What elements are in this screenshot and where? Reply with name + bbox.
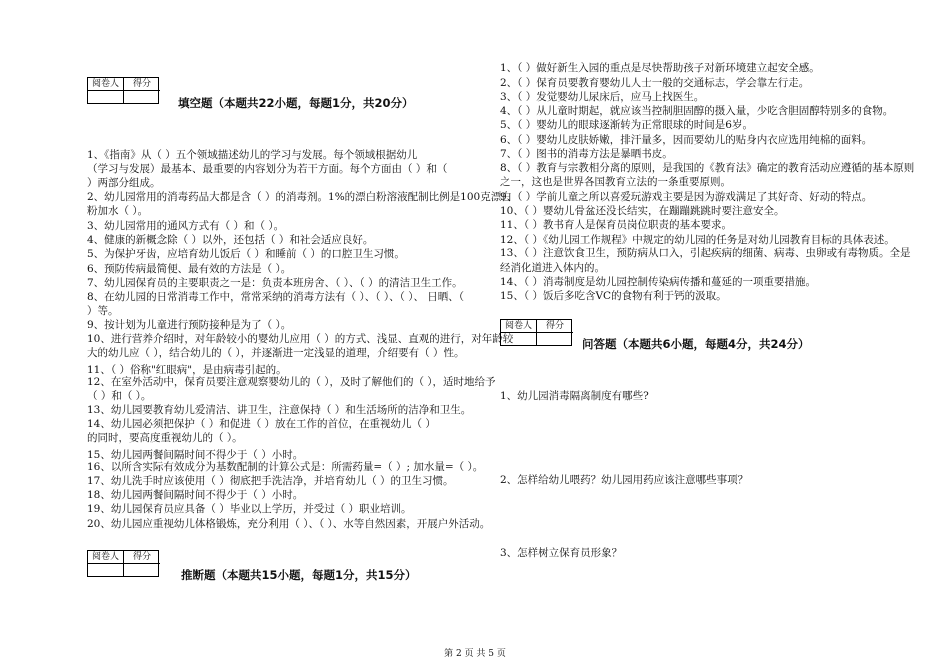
fill-blank-line: 粉加水（ ）。 [87, 205, 149, 217]
fill-blank-line: （学习与发展）最基本、最重要的内容划分为若干方面。每个方面由（ ）和（ [87, 163, 448, 175]
score-label: 得分 [537, 320, 573, 333]
judge-line: 13、（ ）注意饮食卫生，预防病从口入，引起疾病的细菌、病毒、虫卵或有毒物质。全是 [500, 247, 911, 259]
reviewer-cell [501, 333, 537, 346]
fill-blank-title: 填空题（本题共22小题，每题1分，共20分） [178, 96, 414, 110]
fill-blank-line: （ ）和（ ）。 [87, 390, 152, 402]
fill-blank-line: 18、幼儿园两餐间隔时间不得少于（ ）小时。 [87, 489, 304, 501]
fill-blank-line: 8、在幼儿园的日常消毒工作中，常常采纳的消毒方法有（ ）、（ ）、（ ）、 日晒、（ [87, 291, 465, 303]
reviewer-cell [88, 91, 124, 104]
fill-blank-line: 13、幼儿园要教育幼儿爱清洁、讲卫生，注意保持（ ）和生活场所的洁净和卫生。 [87, 404, 472, 416]
qa-question-1: 1、幼儿园消毒隔离制度有哪些? [500, 390, 649, 402]
judge-line: 14、（ ）消毒制度是幼儿园控制传染病传播和蔓延的一项重要措施。 [500, 276, 816, 288]
judge-line: 6、（ ）婴幼儿皮肤娇嫩，排汗量多，因而要幼儿的贴身内衣应选用纯棉的面料。 [500, 134, 873, 146]
reviewer-label: 阅卷人 [501, 320, 537, 333]
score-label: 得分 [124, 551, 160, 564]
judge-line: 之一，这也是世界各国教育立法的一条重要原则。 [500, 176, 731, 188]
judge-line: 10、（ ）婴幼儿骨盆还没长结实，在蹦蹦跳跳时要注意安全。 [500, 205, 785, 217]
score-cell [124, 91, 160, 104]
fill-blank-line: 4、健康的新概念除（ ）以外，还包括（ ）和社会适应良好。 [87, 234, 374, 246]
fill-blank-line: 7、幼儿园保育员的主要职责之一是：负责本班房舍、（ ）、（ ）的清洁卫生工作。 [87, 277, 463, 289]
judge-line: 3、（ ）发觉婴幼儿尿床后，应马上找医生。 [500, 91, 705, 103]
fill-blank-line: 1、《指南》从（ ）五个领域描述幼儿的学习与发展。每个领域根据幼儿 [87, 149, 418, 161]
judge-line: 2、（ ）保育员要教育婴幼儿人士一般的交通标志，学会靠左行走。 [500, 77, 810, 89]
score-box-qa [500, 319, 572, 346]
judge-line: 1、（ ）做好新生入园的重点是尽快帮助孩子对新环境建立起安全感。 [500, 62, 820, 74]
fill-blank-line: 20、幼儿园应重视幼儿体格锻炼，充分利用（ ）、（ ）、水等自然因素，开展户外活动。 [87, 518, 491, 530]
fill-blank-line: ）等。 [87, 305, 119, 317]
judge-line: 7、（ ）图书的消毒方法是暴晒书皮。 [500, 148, 673, 160]
reviewer-label: 阅卷人 [88, 78, 124, 91]
score-label: 得分 [124, 78, 160, 91]
reviewer-label: 阅卷人 [88, 551, 124, 564]
fill-blank-line: 12、在室外活动中，保育员要注意观察婴幼儿的（ ），及时了解他们的（ ），适时地给予 [87, 376, 496, 388]
score-box-fill [87, 77, 159, 104]
fill-blank-line: 14、幼儿园必须把保护（ ）和促进（ ）放在工作的首位，在重视幼儿（ ） [87, 418, 436, 430]
judge-title: 推断题（本题共15小题，每题1分，共15分） [181, 568, 417, 582]
fill-blank-line: 5、为保护牙齿，应培育幼儿饭后（ ）和睡前（ ）的口腔卫生习惯。 [87, 248, 405, 260]
qa-title: 问答题（本题共6小题，每题4分，共24分） [582, 337, 810, 351]
judge-line: 5、（ ）婴幼儿的眼球逐渐转为正常眼球的时间是6岁。 [500, 119, 753, 131]
fill-blank-line: 11、（ ）俗称"红眼病"，是由病毒引起的。 [87, 364, 287, 376]
judge-line: 15、（ ）饭后多吃含VC的食物有利于钙的汲取。 [500, 290, 727, 302]
qa-question-3: 3、怎样树立保育员形象？ [500, 547, 623, 559]
fill-blank-line: 19、幼儿园保育员应具备（ ）毕业以上学历，并受过（ ）职业培训。 [87, 503, 412, 515]
judge-line: 经消化道进入体内的。 [500, 262, 605, 274]
fill-blank-line: 16、以所含实际有效成分为基数配制的计算公式是：所需药量=（ ）; 加水量=（ ）。 [87, 461, 484, 473]
fill-blank-line: 3、幼儿园常用的通风方式有（ ）和（ ）。 [87, 220, 285, 232]
qa-question-2: 2、怎样给幼儿喂药？幼儿园用药应该注意哪些事项？ [500, 474, 749, 486]
reviewer-cell [88, 564, 124, 577]
score-box-judge [87, 550, 159, 577]
judge-line: 12、（ ）《幼儿园工作规程》中规定的幼儿园的任务是对幼儿园教育目标的具体表述。 [500, 234, 895, 246]
fill-blank-line: 6、预防传病最简便、最有效的方法是（ ）。 [87, 263, 292, 275]
fill-blank-line: 大的幼儿应（ ），结合幼儿的（ ），并逐渐进一定浅显的道理，介绍要有（ ）性。 [87, 347, 465, 359]
score-cell [124, 564, 160, 577]
fill-blank-line: 2、幼儿园常用的消毒药品大都是含（ ）的消毒剂。1%的漂白粉溶液配制比例是100克漂白 [87, 191, 512, 203]
judge-line: 9、（ ）学前儿童之所以喜爱玩游戏主要是因为游戏满足了其好奇、好动的特点。 [500, 191, 873, 203]
fill-blank-line: 10、进行营养介绍时，对年龄较小的婴幼儿应用（ ）的方式、浅显、直观的进行，对年龄较 [87, 333, 514, 345]
fill-blank-line: 9、按计划为儿童进行预防接种是为了（ ）。 [87, 319, 292, 331]
fill-blank-line: 17、幼儿洗手时应该使用（ ）彻底把手洗洁净，并培育幼儿（ ）的卫生习惯。 [87, 475, 454, 487]
fill-blank-line: ）两部分组成。 [87, 177, 161, 189]
judge-line: 8、（ ）教育与宗教相分离的原则，是我国的《教育法》确定的教育活动应遵循的基本原则 [500, 162, 915, 174]
fill-blank-line: 的同时，要高度重视幼儿的（ ）。 [87, 432, 243, 444]
page-number: 第 2 页 共 5 页 [444, 649, 506, 659]
judge-line: 4、（ ）从儿童时期起，就应该当控制胆固醇的摄入量，少吃含胆固醇特别多的食物。 [500, 105, 894, 117]
score-cell [537, 333, 573, 346]
judge-line: 11、（ ）教书育人是保育员岗位职责的基本要求。 [500, 219, 732, 231]
fill-blank-line: 15、幼儿园两餐间隔时间不得少于（ ）小时。 [87, 449, 304, 461]
